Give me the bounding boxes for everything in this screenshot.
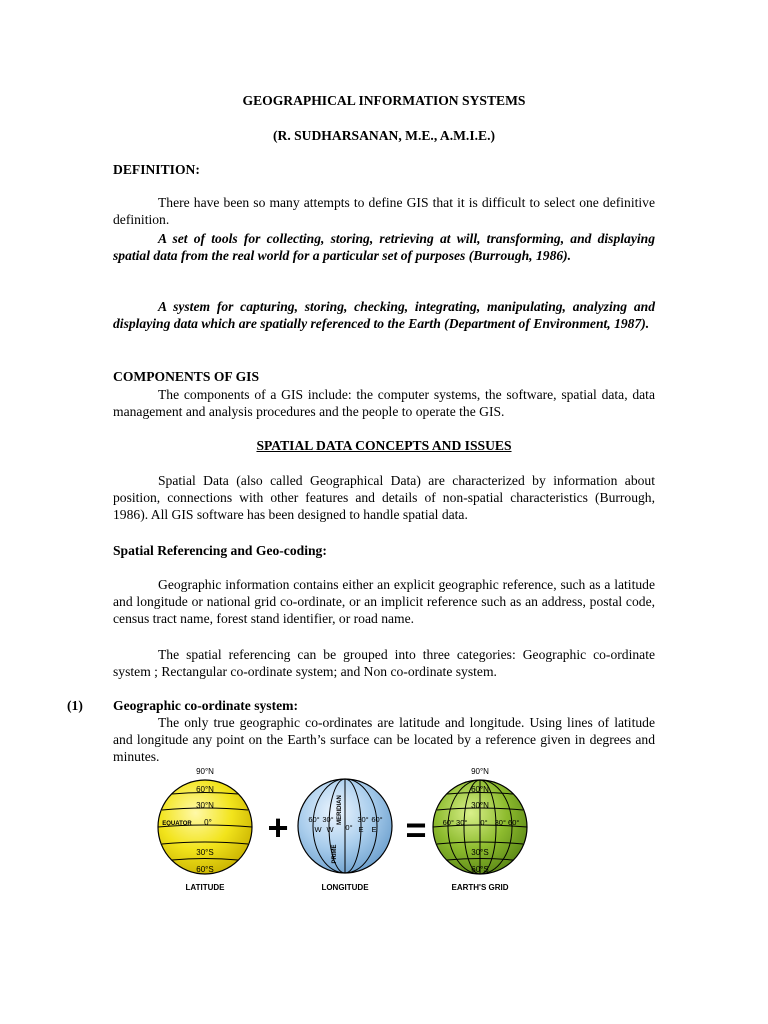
grid-60n: 60°N bbox=[471, 785, 489, 794]
equator-label: EQUATOR bbox=[162, 821, 192, 827]
longitude-e1: E bbox=[358, 825, 364, 834]
grid-east-degrees: 30° 60° bbox=[494, 818, 520, 827]
section-paragraph: The only true geographic co-ordinates are latitude and longitude. Using lines of latitude and longitude any point on the Earth’s surface can be located by a reference given in degrees and minutes. bbox=[113, 715, 655, 765]
longitude-e2: E bbox=[371, 825, 377, 834]
globe-figure bbox=[150, 762, 540, 894]
longitude-60e: 60° bbox=[371, 815, 383, 824]
referencing-paragraph-2: The spatial referencing can be grouped into three categories: Geographic co-ordinate system ; Rectangular co-ordinate system; and Non co-ordinate system. bbox=[113, 647, 655, 680]
author-line: (R. SUDHARSANAN, M.E., A.M.I.E.) bbox=[272, 128, 496, 143]
longitude-30e: 30° bbox=[357, 815, 369, 824]
earth-grid-caption: EARTH'S GRID bbox=[451, 883, 509, 892]
section-number: (1) bbox=[67, 698, 83, 713]
latitude-60s: 60°S bbox=[196, 865, 214, 874]
spatial-paragraph: Spatial Data (also called Geographical Data) are characterized by information about position, connections with other features and details of non-spatial characteristics (Burrough, 1986). All GIS software has been designed to handle spatial data. bbox=[113, 473, 655, 523]
plus-sign: + bbox=[267, 807, 289, 848]
latitude-60n: 60°N bbox=[196, 785, 214, 794]
referencing-paragraph-1: Geographic information contains either an explicit geographic reference, such as a latitude and longitude or national grid co-ordinate, or an implicit reference such as an address, postal code, census tract name, forest stand identifier, or road name. bbox=[113, 577, 655, 627]
document-title: GEOGRAPHICAL INFORMATION SYSTEMS bbox=[242, 93, 526, 108]
latitude-90n: 90°N bbox=[196, 767, 214, 776]
longitude-globe bbox=[298, 779, 392, 892]
latitude-globe bbox=[158, 767, 252, 892]
definition-heading: DEFINITION: bbox=[113, 162, 200, 177]
grid-30s: 30°S bbox=[471, 848, 489, 857]
longitude-caption: LONGITUDE bbox=[321, 883, 369, 892]
longitude-60w: 60° bbox=[308, 815, 320, 824]
longitude-w1: W bbox=[314, 825, 322, 834]
grid-90n: 90°N bbox=[471, 767, 489, 776]
grid-west-degrees: 60° 30° bbox=[442, 818, 468, 827]
latitude-30n: 30°N bbox=[196, 801, 214, 810]
section-heading: Geographic co-ordinate system: bbox=[113, 698, 298, 713]
latitude-caption: LATITUDE bbox=[185, 883, 225, 892]
grid-60s: 60°S bbox=[471, 865, 489, 874]
longitude-zero: 0° bbox=[345, 823, 353, 832]
definition-intro: There have been so many attempts to define GIS that it is difficult to select one definitive definition. bbox=[113, 195, 655, 228]
meridian-label: MERIDIAN bbox=[337, 795, 343, 825]
grid-zero: 0° bbox=[480, 818, 488, 827]
longitude-30w: 30° bbox=[322, 815, 334, 824]
components-paragraph: The components of a GIS include: the computer systems, the software, spatial data, data management and analysis procedures and the people to operate the GIS. bbox=[113, 387, 655, 420]
latitude-zero: 0° bbox=[204, 818, 212, 827]
earth-grid-globe bbox=[433, 767, 527, 892]
spatial-heading: SPATIAL DATA CONCEPTS AND ISSUES bbox=[256, 438, 512, 453]
referencing-heading: Spatial Referencing and Geo-coding: bbox=[113, 543, 327, 558]
components-heading: COMPONENTS OF GIS bbox=[113, 369, 260, 384]
latitude-30s: 30°S bbox=[196, 848, 214, 857]
definition-quote-2: A system for capturing, storing, checking, integrating, manipulating, analyzing and displaying data which are spatially referenced to the Earth (Department of Environment, 1987). bbox=[113, 299, 655, 332]
equals-sign: = bbox=[405, 809, 427, 850]
definition-quote-1: A set of tools for collecting, storing, retrieving at will, transforming, and displaying spatial data from the real world for a particular set of purposes (Burrough, 1986). bbox=[113, 231, 655, 264]
grid-30n: 30°N bbox=[471, 801, 489, 810]
prime-label: PRIME bbox=[332, 844, 338, 864]
longitude-w2: W bbox=[326, 825, 334, 834]
